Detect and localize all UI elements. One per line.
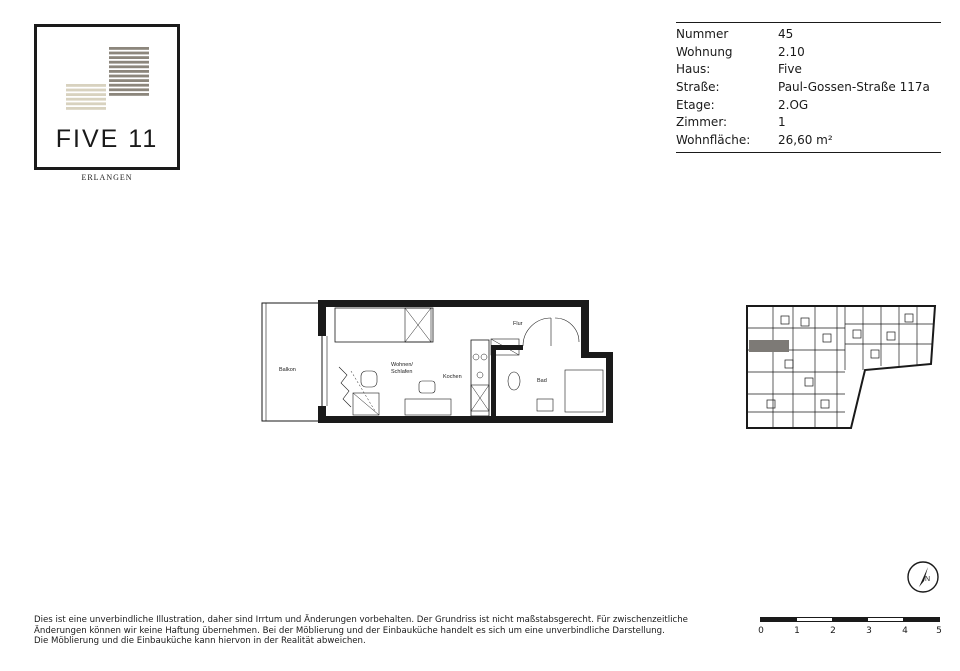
logo-city: ERLANGEN <box>75 173 138 183</box>
balcony-door-swing <box>339 367 351 407</box>
logo-dark-bars <box>109 47 149 96</box>
logo-light-bar <box>66 93 106 96</box>
logo-dark-bar <box>109 88 149 91</box>
scale-tick: 2 <box>830 626 836 636</box>
logo-dark-bar <box>109 93 149 96</box>
logo-light-bar <box>66 89 106 92</box>
scale-tick: 5 <box>936 626 942 636</box>
info-key: Zimmer: <box>676 115 728 130</box>
room-label-schlafen: Schlafen <box>391 369 413 375</box>
shower <box>565 370 603 412</box>
wall-left-lower <box>318 406 326 423</box>
info-value: 1 <box>778 115 786 130</box>
disclaimer-text <box>34 615 734 647</box>
disclaimer-line: Dies ist eine unverbindliche Illustration, daher sind Irrtum und Änderungen vorbehalten. Der Grundriss ist nicht maßstabsgerecht. Für zwischenzeitliche <box>34 615 688 625</box>
wall-left-upper <box>318 300 326 336</box>
logo-dark-bar <box>109 79 149 82</box>
logo-dark-bar <box>109 84 149 87</box>
desk <box>405 399 451 415</box>
scale-tick: 4 <box>902 626 908 636</box>
disclaimer-line: Die Möblierung und die Einbauküche kann hiervon in der Realität abweichen. <box>34 636 366 647</box>
sink <box>537 399 553 411</box>
info-value: 2.OG <box>778 97 809 112</box>
logo-dark-bar <box>109 70 149 73</box>
info-key: Wohnfläche: <box>676 133 751 148</box>
info-key: Straße: <box>676 80 720 95</box>
five11-logo <box>34 24 180 182</box>
info-row-strasse <box>676 79 941 97</box>
info-value: 26,60 m² <box>778 133 833 148</box>
toilet <box>508 372 520 390</box>
scale-bar <box>760 617 940 643</box>
info-row-zimmer <box>676 114 941 132</box>
wall-interior <box>491 345 496 416</box>
info-row-wohnung <box>676 44 941 62</box>
room-label-bad: Bad <box>537 378 547 384</box>
logo-dark-bar <box>109 65 149 68</box>
disclaimer-line: Änderungen können wir keine Haftung übernehmen. Bei der Möblierung und der Einbauküche handelt es sich um eine unverbindliche Darstellung. <box>34 625 665 636</box>
logo-dark-bar <box>109 61 149 64</box>
logo-dark-bar <box>109 56 149 59</box>
compass-icon <box>906 560 940 594</box>
info-key: Nummer <box>676 27 729 41</box>
room-label-wohnen: Wohnen/ <box>391 362 413 368</box>
entry-door-arc <box>523 318 551 346</box>
logo-dark-bar <box>109 75 149 78</box>
room-label-flur: Flur <box>513 321 523 327</box>
scale-bar-graphic <box>760 617 940 622</box>
room-label-balkon: Balkon <box>279 367 296 373</box>
logo-light-bars <box>66 84 106 110</box>
logo-light-bar <box>66 84 106 87</box>
building-site-plan <box>745 304 940 436</box>
armchair <box>361 371 377 387</box>
info-value: 45 <box>778 27 794 41</box>
logo-dark-bar <box>109 47 149 50</box>
scale-tick: 3 <box>866 626 872 636</box>
info-value: 2.10 <box>778 44 805 59</box>
compass-letter: N <box>925 576 931 583</box>
info-key: Etage: <box>676 97 715 112</box>
info-row-wohnflaeche <box>676 132 941 150</box>
wall-top <box>318 300 588 307</box>
wall-right-upper <box>581 300 589 352</box>
info-key: Wohnung <box>676 44 733 59</box>
scale-tick: 0 <box>758 626 764 636</box>
floor-plan-drawing <box>255 295 615 427</box>
info-key: Haus: <box>676 62 711 77</box>
logo-light-bar <box>66 107 106 110</box>
logo-light-bar <box>66 102 106 105</box>
info-value: Paul-Gossen-Straße 117a <box>778 80 930 95</box>
logo-light-bar <box>66 98 106 101</box>
logo-dark-bar <box>109 52 149 55</box>
info-row-nummer <box>676 26 941 44</box>
info-row-etage <box>676 97 941 115</box>
floor-plan <box>255 295 615 431</box>
wall-bottom <box>318 416 613 423</box>
info-row-haus <box>676 61 941 79</box>
wall-bad-right <box>606 352 613 423</box>
apartment-highlight <box>749 340 789 352</box>
site-plan-drawing <box>745 304 940 432</box>
logo-title: FIVE 11 <box>55 125 159 153</box>
apartment-info-table <box>676 22 941 153</box>
room-label-kochen: Kochen <box>443 374 462 380</box>
balcony-outline <box>262 303 322 421</box>
scale-tick: 1 <box>794 626 800 636</box>
info-value: Five <box>778 62 802 77</box>
compass-north-arrow <box>906 560 940 598</box>
